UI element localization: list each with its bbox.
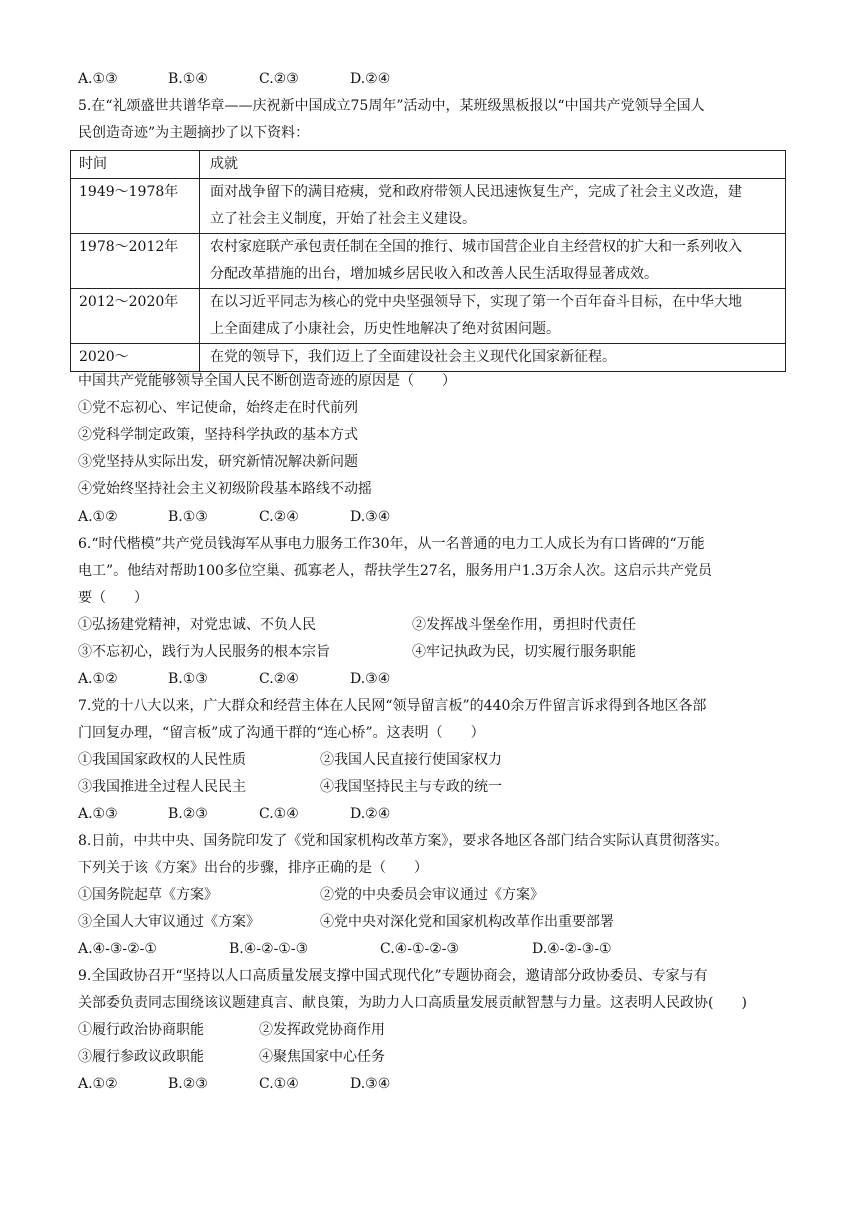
q9-option-c: C.①④ xyxy=(259,1076,299,1092)
table-cell-achievement xyxy=(200,344,786,372)
table-header-time: 时间 xyxy=(71,151,200,179)
q5-stem-line2: 民创造奇迹”为主题摘抄了以下资料： xyxy=(78,125,310,141)
q6-item-4: ④牢记执政为民，切实履行服务职能 xyxy=(412,644,636,660)
table-cell-period: 2012～2020年 xyxy=(71,289,200,344)
q8-option-a: A.④-③-②-① xyxy=(78,941,157,957)
q8-item-4: ④党中央对深化党和国家机构改革作出重要部署 xyxy=(320,914,614,930)
q8-option-d: D.④-②-③-① xyxy=(532,941,612,957)
q9-option-a: A.①② xyxy=(78,1076,118,1092)
table-cell-period: 1978～2012年 xyxy=(71,234,200,289)
q8-stem-line1: 8.日前，中共中央、国务院印发了《党和国家机构改革方案》，要求各地区各部门结合实际认真贯彻落实。 xyxy=(78,833,729,849)
q6-option-d: D.③④ xyxy=(350,671,391,687)
q9-item-1: ①履行政治协商职能 xyxy=(78,1022,204,1038)
q7-option-b: B.②③ xyxy=(168,806,208,822)
q5-item-2: ②党科学制定政策，坚持科学执政的基本方式 xyxy=(78,427,358,443)
q8-option-c: C.④-①-②-③ xyxy=(380,941,460,957)
table-row xyxy=(71,344,786,372)
table-row xyxy=(71,179,786,234)
table-header-row xyxy=(71,151,786,179)
q9-option-d: D.③④ xyxy=(350,1076,391,1092)
table-cell-line: 在党的领导下，我们迈上了全面建设社会主义现代化国家新征程。 xyxy=(210,349,616,365)
q8-item-2: ②党的中央委员会审议通过《方案》 xyxy=(320,887,544,903)
table-cell-achievement xyxy=(200,234,786,289)
table-cell-period: 1949～1978年 xyxy=(71,179,200,234)
q5-option-d: D.③④ xyxy=(350,509,391,525)
q7-option-a: A.①③ xyxy=(78,806,118,822)
table-cell-line: 分配改革措施的出台，增加城乡居民收入和改善人民生活取得显著成效。 xyxy=(210,266,658,282)
q6-stem-line3: 要（ ） xyxy=(78,590,148,606)
q5-option-b: B.①③ xyxy=(168,509,208,525)
q5-achievement-table xyxy=(70,150,786,372)
q8-stem-line2: 下列关于该《方案》出台的步骤，排序正确的是（ ） xyxy=(78,860,428,876)
q9-stem-line2: 关部委负责同志围绕该议题建真言、献良策，为助力人口高质量发展贡献智慧与力量。这表明人民政协( ) xyxy=(78,995,747,1011)
q6-item-1: ①弘扬建党精神，对党忠诚、不负人民 xyxy=(78,617,316,633)
q5-item-3: ③党坚持从实际出发，研究新情况解决新问题 xyxy=(78,454,358,470)
q7-option-d: D.②④ xyxy=(350,806,391,822)
table-header-achievement: 成就 xyxy=(200,151,786,179)
q4-option-a: A.①③ xyxy=(78,71,118,87)
q6-option-c: C.②④ xyxy=(259,671,299,687)
q7-item-3: ③我国推进全过程人民民主 xyxy=(78,779,246,795)
q8-option-b: B.④-②-①-③ xyxy=(229,941,309,957)
q5-option-c: C.②④ xyxy=(259,509,299,525)
q5-item-4: ④党始终坚持社会主义初级阶段基本路线不动摇 xyxy=(78,481,372,497)
q8-item-3: ③全国人大审议通过《方案》 xyxy=(78,914,260,930)
q7-stem-line1: 7.党的十八大以来，广大群众和经营主体在人民网“领导留言板”的440余万件留言诉求得到各地区各部 xyxy=(78,698,707,714)
table-row xyxy=(71,289,786,344)
table-row xyxy=(71,234,786,289)
q6-stem-line1: 6.“时代楷模”共产党员钱海军从事电力服务工作30年，从一名普通的电力工人成长为有口皆碑的“万能 xyxy=(78,536,705,552)
q7-item-2: ②我国人民直接行使国家权力 xyxy=(320,752,502,768)
q6-item-2: ②发挥战斗堡垒作用，勇担时代责任 xyxy=(412,617,636,633)
q7-item-4: ④我国坚持民主与专政的统一 xyxy=(320,779,502,795)
table-cell-line: 农村家庭联产承包责任制在全国的推行、城市国营企业自主经营权的扩大和一系列收入 xyxy=(210,239,742,255)
q6-stem-line2: 电工”。他结对帮助100多位空巢、孤寡老人，帮扶学生27名，服务用户1.3万余人次。这启示共产党员 xyxy=(78,563,712,579)
q6-item-3: ③不忘初心，践行为人民服务的根本宗旨 xyxy=(78,644,330,660)
q7-item-1: ①我国国家政权的人民性质 xyxy=(78,752,246,768)
q7-option-c: C.①④ xyxy=(259,806,299,822)
q6-option-b: B.①③ xyxy=(168,671,208,687)
table-cell-line: 在以习近平同志为核心的党中央坚强领导下，实现了第一个百年奋斗目标，在中华大地 xyxy=(210,294,742,310)
q9-item-4: ④聚焦国家中心任务 xyxy=(259,1049,385,1065)
q5-item-1: ①党不忘初心、牢记使命，始终走在时代前列 xyxy=(78,400,358,416)
q9-item-3: ③履行参政议政职能 xyxy=(78,1049,204,1065)
table-cell-line: 立了社会主义制度，开始了社会主义建设。 xyxy=(210,211,476,227)
q5-option-a: A.①② xyxy=(78,509,118,525)
q9-stem-line1: 9.全国政协召开“坚持以人口高质量发展支撑中国式现代化”专题协商会，邀请部分政协委员、专家与有 xyxy=(78,968,708,984)
q7-stem-line2: 门回复办理，“留言板”成了沟通干群的“连心桥”。这表明（ ） xyxy=(78,725,485,741)
table-cell-achievement xyxy=(200,289,786,344)
table-cell-period: 2020～ xyxy=(71,344,200,372)
table-cell-achievement xyxy=(200,179,786,234)
table-cell-line: 面对战争留下的满目疮痍，党和政府带领人民迅速恢复生产，完成了社会主义改造，建 xyxy=(210,184,742,200)
q5-stem-line1: 5.在“礼颂盛世共谱华章——庆祝新中国成立75周年”活动中，某班级黑板报以“中国共产党领导全国人 xyxy=(78,98,705,114)
q4-option-d: D.②④ xyxy=(350,71,391,87)
table-cell-line: 上全面建成了小康社会，历史性地解决了绝对贫困问题。 xyxy=(210,321,560,337)
q4-option-b: B.①④ xyxy=(168,71,208,87)
q9-option-b: B.②③ xyxy=(168,1076,208,1092)
q6-option-a: A.①② xyxy=(78,671,118,687)
q4-option-c: C.②③ xyxy=(259,71,299,87)
q9-item-2: ②发挥政党协商作用 xyxy=(259,1022,385,1038)
q5-question: 中国共产党能够领导全国人民不断创造奇迹的原因是（ ） xyxy=(78,373,456,389)
q8-item-1: ①国务院起草《方案》 xyxy=(78,887,218,903)
